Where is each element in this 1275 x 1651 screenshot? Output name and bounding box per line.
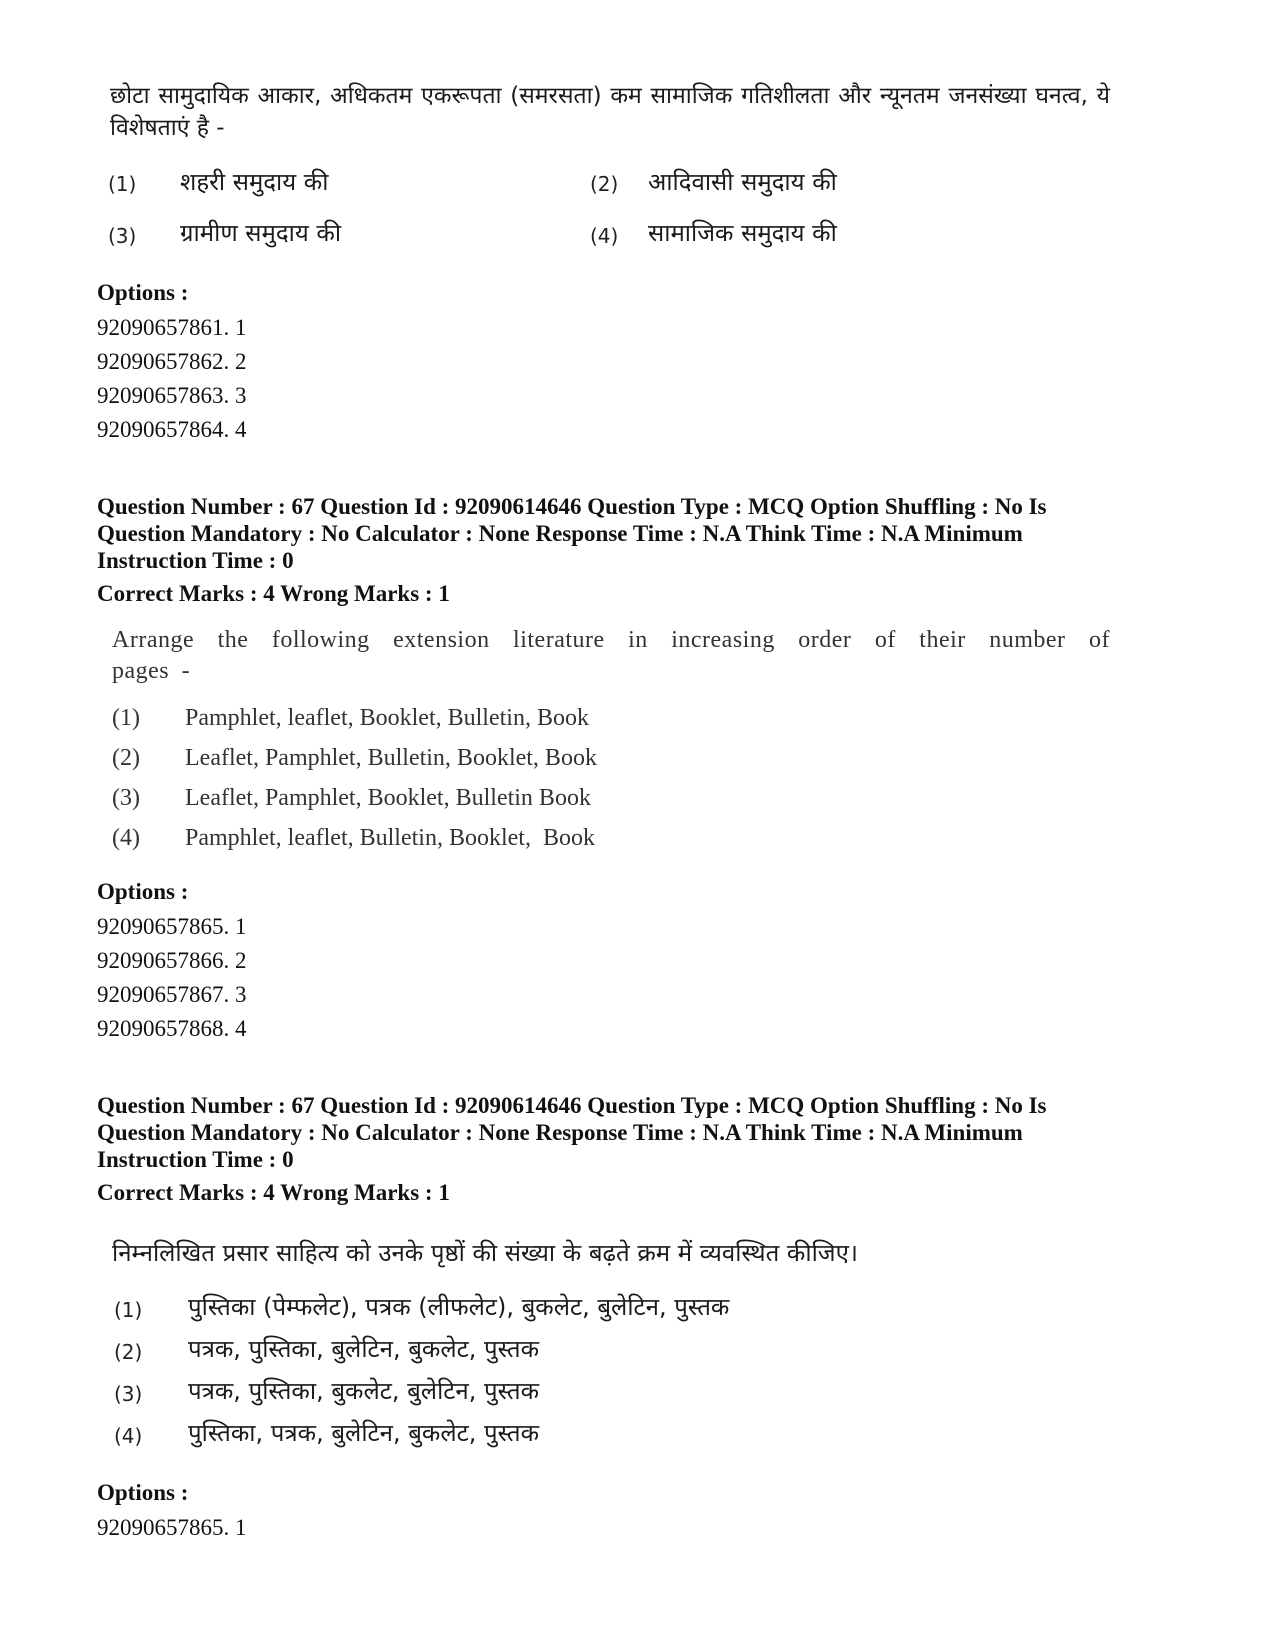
q67-en-options-heading: Options : bbox=[97, 879, 189, 904]
q67-hi-options-heading: Options : bbox=[97, 1480, 189, 1505]
q67-en-meta-line-1: Question Number : 67 Question Id : 92090614646 Question Type : MCQ Option Shuffling : No Is bbox=[97, 494, 1047, 519]
q67-hi-meta-line-2: Question Mandatory : No Calculator : None Response Time : N.A Think Time : N.A Minimum bbox=[97, 1120, 1023, 1145]
q67-hi-choice-4-number: (4) bbox=[114, 1424, 143, 1448]
q66-choice-3-text: ग्रामीण समुदाय की bbox=[180, 219, 342, 247]
q67-en-option-4: 92090657868. 4 bbox=[97, 1016, 247, 1041]
q67-en-stem-line-1: Arrange the following extension literature in increasing order of their number of bbox=[112, 627, 1110, 653]
q67-en-option-2: 92090657866. 2 bbox=[97, 948, 247, 973]
q67-en-choice-1-text: Pamphlet, leaflet, Booklet, Bulletin, Book bbox=[185, 705, 589, 731]
q67-hi-choice-1-number: (1) bbox=[114, 1298, 143, 1322]
q66-options-heading: Options : bbox=[97, 280, 189, 305]
q66-choice-1-text: शहरी समुदाय की bbox=[180, 168, 329, 196]
q67-en-choice-1-number: (1) bbox=[112, 705, 140, 731]
q67-en-choice-3-number: (3) bbox=[112, 785, 140, 811]
q67-hi-option-1: 92090657865. 1 bbox=[97, 1515, 247, 1540]
q67-en-choice-4-number: (4) bbox=[112, 825, 140, 851]
q67-en-choice-2-number: (2) bbox=[112, 745, 140, 771]
q67-en-choice-4-text: Pamphlet, leaflet, Bulletin, Booklet, Book bbox=[185, 825, 595, 851]
q67-en-meta-line-2: Question Mandatory : No Calculator : None Response Time : N.A Think Time : N.A Minimum bbox=[97, 521, 1023, 546]
q66-option-3: 92090657863. 3 bbox=[97, 383, 247, 408]
q67-hi-choice-3-text: पत्रक, पुस्तिका, बुकलेट, बुलेटिन, पुस्तक bbox=[188, 1377, 540, 1405]
q67-hi-choice-1-text: पुस्तिका (पेम्फलेट), पत्रक (लीफलेट), बुकलेट, बुलेटिन, पुस्तक bbox=[188, 1293, 730, 1321]
q67-hi-marks: Correct Marks : 4 Wrong Marks : 1 bbox=[97, 1180, 450, 1205]
question-66-stem: छोटा सामुदायिक आकार, अधिकतम एकरूपता (समरसता) कम सामाजिक गतिशीलता और न्यूनतम जनसंख्या घनत्व, ये विशेषताएं है - bbox=[110, 83, 1110, 141]
q67-hi-meta-line-1: Question Number : 67 Question Id : 92090614646 Question Type : MCQ Option Shuffling : No Is bbox=[97, 1093, 1047, 1118]
q66-option-1: 92090657861. 1 bbox=[97, 315, 247, 340]
q67-hi-choice-3-number: (3) bbox=[114, 1382, 143, 1406]
q66-option-2: 92090657862. 2 bbox=[97, 349, 247, 374]
q66-choice-3-number: (3) bbox=[108, 224, 137, 248]
q67-hi-choice-4-text: पुस्तिका, पत्रक, बुलेटिन, बुकलेट, पुस्तक bbox=[188, 1419, 540, 1447]
q66-choice-2-number: (2) bbox=[590, 172, 619, 196]
q67-hi-choice-2-text: पत्रक, पुस्तिका, बुलेटिन, बुकलेट, पुस्तक bbox=[188, 1335, 540, 1363]
q66-option-4: 92090657864. 4 bbox=[97, 417, 247, 442]
q66-choice-1-number: (1) bbox=[108, 172, 137, 196]
q67-en-meta-line-3: Instruction Time : 0 bbox=[97, 548, 294, 573]
q67-en-choice-2-text: Leaflet, Pamphlet, Bulletin, Booklet, Book bbox=[185, 745, 597, 771]
q66-choice-4-number: (4) bbox=[590, 224, 619, 248]
q67-en-choice-3-text: Leaflet, Pamphlet, Booklet, Bulletin Book bbox=[185, 785, 591, 811]
q67-hi-meta-line-3: Instruction Time : 0 bbox=[97, 1147, 294, 1172]
q66-choice-2-text: आदिवासी समुदाय की bbox=[648, 168, 837, 196]
q67-en-marks: Correct Marks : 4 Wrong Marks : 1 bbox=[97, 581, 450, 606]
q66-choice-4-text: सामाजिक समुदाय की bbox=[648, 219, 837, 247]
q67-en-stem-line-2: pages - bbox=[112, 658, 191, 684]
q67-hi-stem: निम्नलिखित प्रसार साहित्य को उनके पृष्ठों की संख्या के बढ़ते क्रम में व्यवस्थित कीजिए। bbox=[112, 1239, 858, 1267]
q67-en-option-3: 92090657867. 3 bbox=[97, 982, 247, 1007]
q67-hi-choice-2-number: (2) bbox=[114, 1340, 143, 1364]
q67-en-option-1: 92090657865. 1 bbox=[97, 914, 247, 939]
